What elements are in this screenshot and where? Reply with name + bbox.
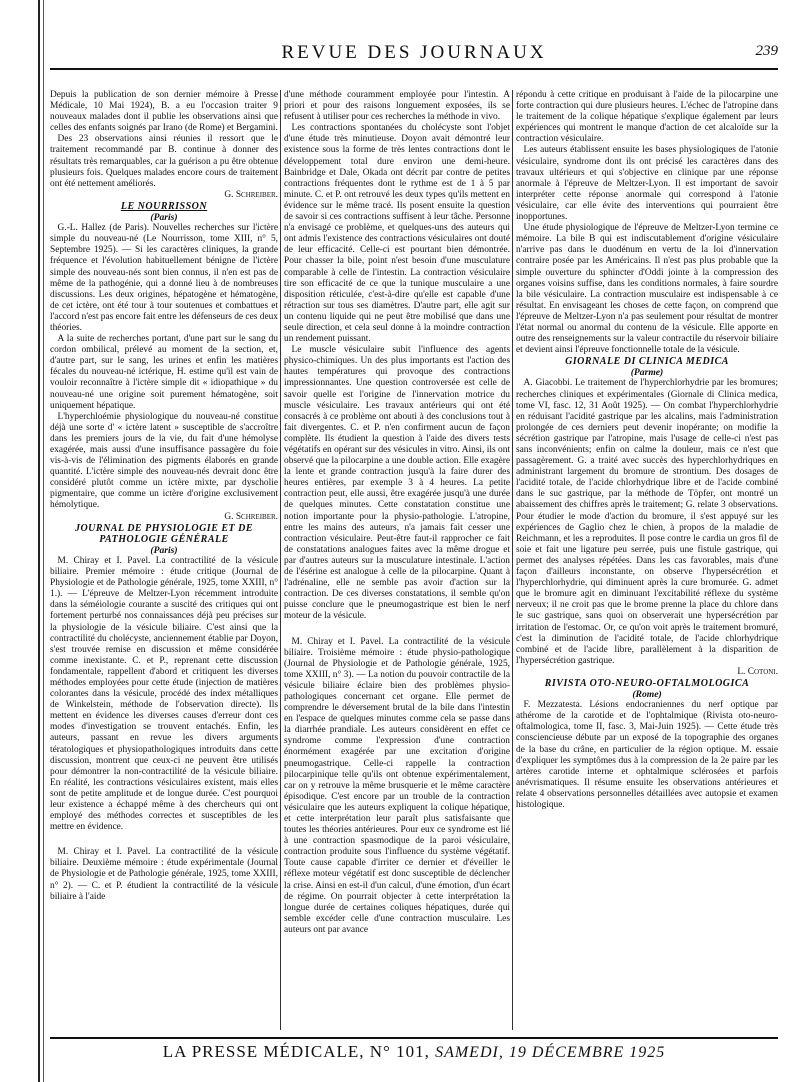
- column-divider: [512, 90, 513, 1030]
- footer-rule: [50, 1037, 778, 1039]
- spacer: [284, 623, 510, 637]
- section-heading: LE NOURRISSON: [120, 200, 208, 212]
- paragraph: Les auteurs établissent ensuite les bases physiologiques de l'atonie vésiculaire, syndrome dont ils ont précisé les caractères dans des travaux ultérieurs et qui s'objective en clinique par une réponse anormale à l'épreuve de Meltzer-Lyon. Il est important de savoir interpréter cette réponse anormale qui correspond à l'atonie vésiculaire, car elle évite des interventions qui pourraient être inopportunes.: [516, 145, 778, 223]
- column-left: [50, 90, 278, 1030]
- column-right: [516, 90, 778, 1030]
- page-footer: [50, 1042, 778, 1062]
- header-rule: [50, 68, 778, 70]
- paragraph: M. Chiray et I. Pavel. La contractilité de la vésicule biliaire. Premier mémoire : étude critique (Journal de Physiologie et de Pathologie générale, 1925, tome XXIII, n° 1.). — L'épreuve de Meltzer-Lyon récemment introduite dans la séméiologie courante a suscité des critiques qui ont fortement perturbé nos connaissances déjà peu précises sur la physiologie de la vésicule biliaire. C'est ainsi que la contractilité du cholécyste, anciennement établie par Doyon, s'est trouvée remise en discussion et même considérée comme inexistante. C. et P., reprenant cette discussion fondamentale, rappellent d'abord et critiquent les diverses méthodes employées pour cette étude (injection de matières colorantes dans la vésicule, procédé des index métalliques de Winkelstein, méthode de l'observation directe). Ils mettent en évidence les diverses causes d'erreur dont ces modes d'investigation se trouvent entachés. Enfin, les auteurs, passant en revue les divers arguments tératologiques et physiopathologiques introduits dans cette discussion, montrent que ceux-ci ne peuvent être utilisés pour démontrer la non-contractilité de la vésicule biliaire. En réalité, les contractions vésiculaires existent, mais elles sont de petite amplitude et de longue durée. C'est pourquoi leur existence a échappé même à des chercheurs qui ont employé des méthodes correctes et susceptibles de les mettre en évidence.: [50, 555, 278, 833]
- paragraph: répondu à cette critique en produisant à l'aide de la pilocarpine une forte contraction qui dure plusieurs heures. L'échec de l'atropine dans le traitement de la colique hépatique s'explique également par leurs expériences qui montrent le manque d'action de cet alcaloïde sur la contraction vésiculaire.: [516, 90, 778, 145]
- journal-name: LA PRESSE MÉDICALE,: [162, 1042, 365, 1061]
- paragraph: A. Giacobbi. Le traitement de l'hyperchlorhydrie par les bromures; recherches cliniques et expérimentales (Giornale di Clinica medica, tome VI, fasc. 12, 31 Août 1925). — On combat l'hyperchlorhydrie en réduisant l'acidité gastrique par les alcalins, mais l'administration prolongée de ces derniers peut devenir inopérante; on modifie la sécrétion gastrique par l'atropine, mais l'usage de celle-ci n'est pas sans inconvénients; enfin on calme la douleur, mais ce n'est que passagèrement. G. a traité avec succès des hyperchlorhydriques en administrant largement du bromure de strontium. Des dosages de l'acidité totale, de l'acide chlorhydrique libre et de l'acide combiné dans le suc gastrique, par la méthode de Töpfer, ont montré un abaissement des chiffres après le traitement; G. relate 3 observations. Pour étudier le mode d'action du bromure, il s'est appuyé sur les expériences de Gaglio chez le chien, à propos de la maladie de Reichmann, et les a reproduites. Il pose contre le cardia un gros fil de soie et fait une ligature peu serrée, puis une fistule gastrique, qui permet des analyses répétées. Dans les cas favorables, mais d'une façon d'ailleurs inconstante, on observe l'hypersécrétion et l'hyperchlorhydrie, qui diminuent après la cure bromurée. G. admet que le bromure agit en diminuant l'excitabilité réflexe du système nerveux; il ne croit pas que le brome prenne la place du chlore dans le suc gastrique, sans quoi on observerait une hypersécrétion par irritation de l'estomac. Or, ce qu'on voit après le traitement bromuré, c'est la diminution de l'acidité totale, de l'acide chlorhydrique combiné et de l'acide libre, parallèlement à la disparition de l'hypersécrétion gastrique.: [516, 378, 778, 666]
- paragraph: d'une méthode couramment employée pour l'intestin. A priori et pour des raisons longuement exposées, ils se refusent à utiliser pour ces recherches la méthode in vivo.: [284, 90, 510, 123]
- issue-number: N° 101,: [369, 1042, 430, 1061]
- author-signature: G. Schreiber.: [224, 189, 278, 200]
- paragraph: Une étude physiologique de l'épreuve de Meltzer-Lyon termine ce mémoire. La bile B qui est indiscutablement d'origine vésiculaire n'arrive pas dans le duodénum en vertu de la loi d'innervation contraire posée par les Américains. Il n'est pas plus probable que la simple ouverture du sphincter d'Oddi jointe à la compression des organes voisins suffise, dans les conditions normales, à faire sourdre la bile vésiculaire. La contraction musculaire est indispensable à ce résultat. En envisageant les choses de cette façon, on comprend que l'épreuve de Meltzer-Lyon n'a pas seulement pour résultat de montrer l'état normal ou anormal du contenu de la vésicule. Elle apporte en outre des renseignements sur la valeur contractile du réservoir biliaire et devient ainsi l'épreuve fonctionnelle totale de la vésicule.: [516, 223, 778, 356]
- author-signature: G. Schreiber.: [224, 511, 278, 522]
- paragraph: Les contractions spontanées du cholécyste sont l'objet d'une étude très minutieuse. Doyon avait démontré leur existence sous la forme de très lentes contractions dont le développement total dure environ une demi-heure. Bainbridge et Dale, Okada ont décrit par contre de petites contractions fréquentes dont le rythme est de 1 à 5 par minute. C. et P. ont retrouvé les deux types qu'ils mettent en évidence sur le même tracé. Ils posent ensuite la question de savoir si ces contractions suffisent à leur tâche. Personne n'a envisagé ce problème, et quelques-uns des auteurs qui ont admis l'existence des contractions vésiculaires ont douté de leur efficacité. Celle-ci est pourtant bien démontrée. Pour chasser la bile, point n'est besoin d'une musculature comparable à celle de l'intestin. La contraction vésiculaire tire son efficacité de ce que la tunique musculaire a une disposition réticulée, c'est-à-dire qu'elle est capable d'une rétraction sur tous ses diamètres. D'autre part, elle agit sur un contenu liquide qui ne peut être mobilisé que dans une seule direction, et cela seul donne à la moindre contraction un rendement puissant.: [284, 123, 510, 345]
- paragraph: F. Mezzatesta. Lésions endocraniennes du nerf optique par athérome de la carotide et de l'ophtalmique (Rivista oto-neuro-oftalmologica, tome II, fasc. 3, Mai-Juin 1925). — Cette étude très consciencieuse débute par un exposé de la topographie des organes de la base du crâne, en particulier de la région optique. M. essaie d'expliquer les symptômes dus à la compression de la 2e paire par les artères carotide interne et ophtalmique sclérosées et parfois anévrismatiques. Il résume ensuite les observations antérieures et relate 4 observations personnelles détaillées avec autopsie et examen histologique.: [516, 700, 778, 810]
- section-city: (Paris): [150, 544, 178, 556]
- column-middle: [284, 90, 510, 1030]
- paragraph: G.-L. Hallez (de Paris). Nouvelles recherches sur l'ictère simple du nouveau-né (Le Nourrisson, tome XIII, n° 5, Septembre 1925). — Si les caractères cliniques, la grande fréquence et l'évolution habituellement bénigne de l'ictère simple des nouveau-nés sont bien connus, il n'en est pas de même de la pathogénie, qui a donné lieu à de nombreuses discussions. Les deux origines, hépatogène et hématogène, de cet ictère, ont été tour à tour soutenues et combattues et l'accord n'est pas encore fait entre les défenseurs de ces deux théories.: [50, 223, 278, 333]
- section-city: (Paris): [150, 212, 178, 224]
- paragraph: M. Chiray et I. Pavel. La contractilité de la vésicule biliaire. Deuxième mémoire : étude expérimentale (Journal de Physiologie et de Pathologie générale, 1925, tome XXIII, n° 2). — C. et P. étudient la contractilité de la vésicule biliaire à l'aide: [50, 847, 278, 902]
- section-city: (Rome): [632, 689, 662, 701]
- section-heading: GIORNALE DI CLINICA MEDICA: [565, 356, 729, 368]
- author-signature: L. Cotoni.: [737, 666, 778, 677]
- column-divider: [280, 90, 281, 1030]
- binding-edge: [38, 0, 40, 1082]
- paragraph: Le muscle vésiculaire subit l'influence des agents physico-chimiques. Un des plus importants est l'action des hautes températures qui provoque des contractions impressionnantes. Une question controversée est celle de savoir quelle est l'origine de l'innervation motrice du muscle vésiculaire. Les travaux antérieurs qui ont été consacrés à ce problème ont abouti à des conclusions tout à fait divergentes. C. et P. n'en confirment aucun de façon complète. Ils étudient la question à l'aide des divers tests végétatifs en opérant sur des vésicules in vitro. Ainsi, ils ont observé que la pilocarpine a une double action. Elle exagère la lente et grande contraction jusqu'à la faire durer des heures entières, par exemple 3 à 4 heures. La petite contraction peut, elle aussi, être exagérée jusqu'à une durée de quelques minutes. Cette constatation constitue une notion importante pour la physio-pathologie. L'atropine, entre les mains des auteurs, n'a jamais fait cesser une contraction vésiculaire. Peut-être faut-il rapprocher ce fait de constatations analogues faites avec la même drogue et par d'autres auteurs sur la musculature intestinale. L'action de l'ésérine est analogue à celle de la pilocarpine. Quant à l'adrénaline, elle ne semble pas avoir d'action sur la contraction. De ces diverses constatations, il semble qu'on puisse conclure que le pneumogastrique est bien le nerf moteur de la vésicule.: [284, 345, 510, 622]
- paragraph: L'hyperchloémie physiologique du nouveau-né constitue déjà une sorte d' « ictère latent » susceptible de s'accroître dans les premiers jours de la vie, du fait d'une hémolyse exagérée, mais aussi d'une insuffisance passagère du foie vis-à-vis de l'élimination des pigments élaborés en grande quantité. L'ictère simple des nouveau-nés devrait donc être considéré plutôt comme un ictère mixte, par dyscholie pigmentaire, que comme un ictère d'origine exclusivement hémolytique.: [50, 411, 278, 511]
- spacer: [50, 833, 278, 847]
- paragraph: Depuis la publication de son dernier mémoire à Presse Médicale, 10 Mai 1924), B. a eu l'occasion traiter 9 nouveaux malades dont il publie les observations ainsi que celles des enfants soignés par Irano (de Rome) et Bergamini.: [50, 90, 278, 134]
- section-city: (Parme): [630, 367, 664, 379]
- running-title: REVUE DES JOURNAUX: [281, 42, 547, 63]
- paragraph: M. Chiray et I. Pavel. La contractilité de la vésicule biliaire. Troisième mémoire : étude physio-pathologique (Journal de Physiologie et de Pathologie générale, 1925, tome XXIII, n° 3). — La notion du pouvoir contractile de la vésicule biliaire éclaire bien des problèmes physio-pathologiques concernant cet organe. Elle permet de comprendre le déversement brutal de la bile dans l'intestin en l'espace de quelques minutes comme cela se passe dans la diarrhée prandiale. Les auteurs considèrent en effet ce syndrome comme l'expression d'une contraction énormément exagérée par une excitation d'origine pneumogastrique. Celle-ci rappelle la contraction pilocarpinique telle qu'ils ont obtenue expérimentalement, car on y retrouve la même brusquerie et le même caractère épisodique. C'est encore par un trouble de la contraction vésiculaire que les auteurs expliquent la colique hépatique, et cette interprétation leur paraît plus satisfaisante que toutes les théories antérieures. Pour eux ce syndrome est lié à une contraction spasmodique de la paroi vésiculaire, contraction produite sous l'influence du système végétatif. Toute cause capable d'irriter ce dernier et d'éveiller le réflexe moteur végétatif est donc susceptible de déclencher la crise. Ainsi en est-il d'un calcul, d'une émotion, d'un écart de régime. On pourrait objecter à cette interprétation la longue durée de certaines coliques hépatiques, durée qui semble excéder celle d'une contraction musculaire. Les auteurs ont par avance: [284, 636, 510, 935]
- section-heading: JOURNAL DE PHYSIOLOGIE ET DE PATHOLOGIE GÉNÉRALE: [74, 522, 254, 545]
- section-heading: RIVISTA OTO-NEURO-OFTALMOLOGICA: [544, 677, 750, 689]
- page-number: 239: [755, 43, 778, 59]
- issue-date: SAMEDI, 19 DÉCEMBRE 1925: [435, 1044, 666, 1061]
- binding-edge-inner: [43, 0, 44, 1082]
- paragraph: A la suite de recherches portant, d'une part sur le sang du cordon ombilical, prélevé au moment de la section, et, d'autre part, sur le sang, les urines et enfin les matières fécales du nouveau-né ictérique, H. estime qu'il est vain de vouloir reconnaître à l'ictère simple dit « idiopathique » du nouveau-né une origine soit purement hématogène, soit uniquement hépatique.: [50, 334, 278, 411]
- page-header: [50, 38, 778, 68]
- paragraph: Des 23 observations ainsi réunies il ressort que le traitement recommandé par B. continue à donner des résultats très remarquables, car la guérison a pu être obtenue plusieurs fois. Quelques malades encore cours de traitement ont été nettement améliorés.: [50, 134, 278, 189]
